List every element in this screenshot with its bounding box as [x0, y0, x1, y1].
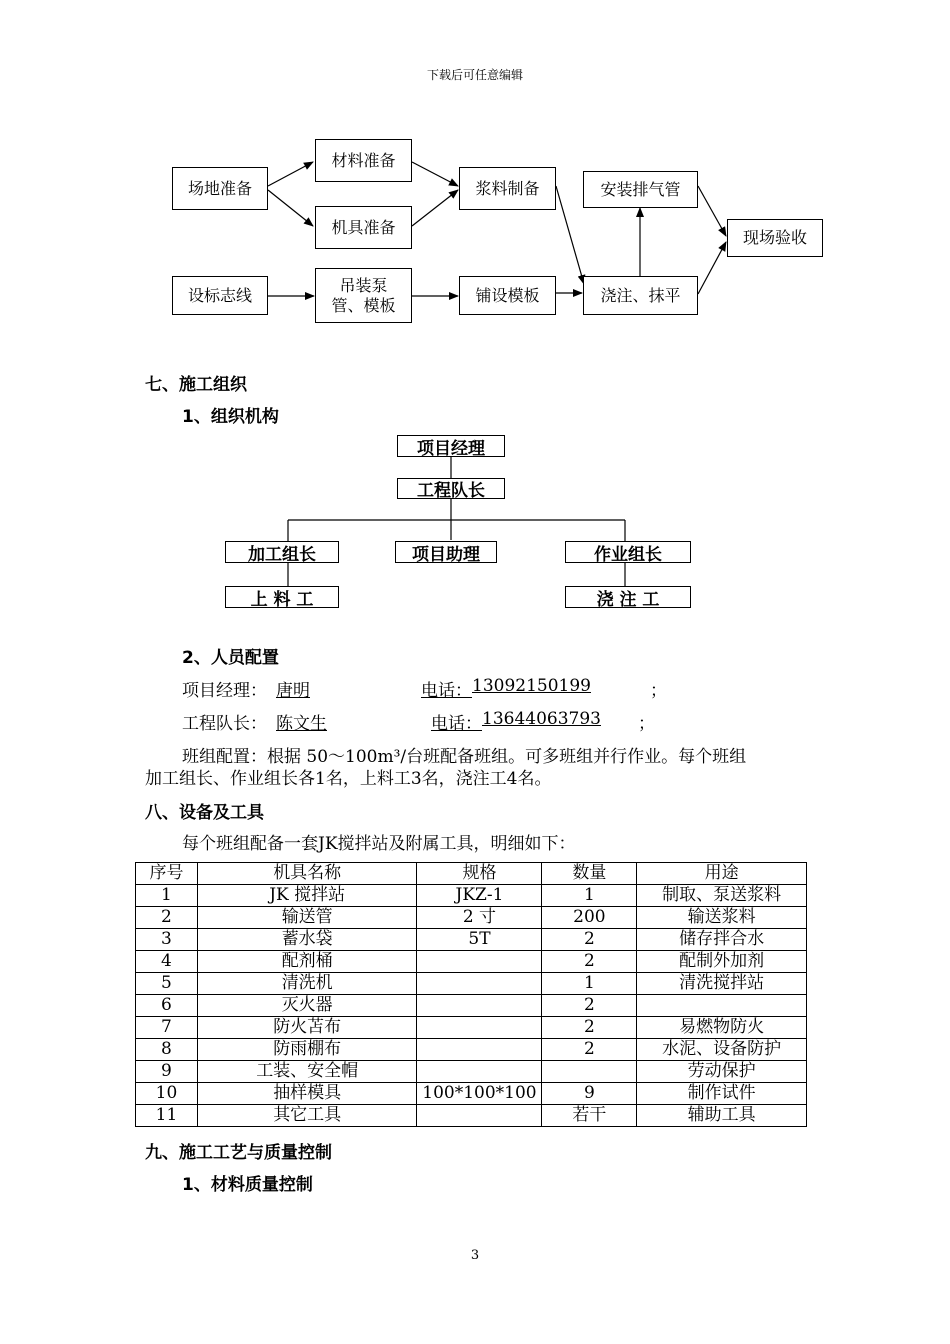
col-header-qty: 数量: [542, 863, 637, 885]
section-8-title: 八、设备及工具: [145, 803, 264, 823]
org-captain: 工程队长: [397, 478, 505, 499]
section-8-intro: 每个班组配备一套JK搅拌站及附属工具，明细如下：: [182, 834, 576, 854]
org-pourer: 浇 注 工: [565, 586, 691, 608]
cell-use: 辅助工具: [637, 1105, 807, 1127]
captain-label: 工程队长：: [182, 714, 267, 734]
table-row: [136, 885, 807, 907]
cell-no: 8: [136, 1039, 198, 1061]
pm-phone-label: 电话：: [421, 681, 472, 701]
cell-use: 易燃物防火: [637, 1017, 807, 1039]
cell-name: 其它工具: [197, 1105, 417, 1127]
org-assistant: 项目助理: [395, 541, 497, 563]
table-row: [136, 929, 807, 951]
flow-box-pour: 浇注、抹平: [583, 276, 698, 315]
cell-name: 抽样模具: [197, 1083, 417, 1105]
cell-use: [637, 995, 807, 1017]
table-row: [136, 973, 807, 995]
table-row: [136, 1105, 807, 1127]
table-row: [136, 1083, 807, 1105]
cell-name: 蓄水袋: [197, 929, 417, 951]
pm-name: 唐明: [276, 681, 310, 701]
cell-qty: 2: [542, 951, 637, 973]
col-header-use: 用途: [637, 863, 807, 885]
cell-qty: 2: [542, 929, 637, 951]
cell-no: 2: [136, 907, 198, 929]
section-9-title: 九、施工工艺与质量控制: [145, 1143, 332, 1163]
page-header: 下载后可任意编辑: [426, 68, 523, 82]
cell-name: 防火苫布: [197, 1017, 417, 1039]
cell-qty: 2: [542, 1017, 637, 1039]
section-7-title: 七、施工组织: [145, 375, 247, 395]
col-header-name: 机具名称: [197, 863, 417, 885]
cell-use: 水泥、设备防护: [637, 1039, 807, 1061]
captain-line: [182, 709, 682, 733]
cell-qty: [542, 1061, 637, 1083]
cell-use: 制取、泵送浆料: [637, 885, 807, 907]
flow-box-material-prep: 材料准备: [315, 139, 412, 182]
flow-box-marking: 设标志线: [172, 276, 268, 315]
cell-spec: [417, 973, 542, 995]
cell-qty: 1: [542, 885, 637, 907]
org-loader: 上 料 工: [225, 586, 339, 608]
pm-line: [182, 676, 682, 700]
section-7-sub1: 1、组织机构: [182, 407, 279, 427]
cell-no: 6: [136, 995, 198, 1017]
team-config-line2: 加工组长、作业组长各1名，上料工3名，浇注工4名。: [145, 769, 552, 789]
cell-spec: 100*100*100: [417, 1083, 542, 1105]
flow-box-exhaust: 安装排气管: [583, 171, 698, 208]
cell-name: 防雨棚布: [197, 1039, 417, 1061]
col-header-spec: 规格: [417, 863, 542, 885]
flow-box-machine-prep: 机具准备: [315, 206, 412, 249]
cell-no: 4: [136, 951, 198, 973]
cell-spec: [417, 1061, 542, 1083]
cell-no: 1: [136, 885, 198, 907]
cell-spec: [417, 1105, 542, 1127]
cell-no: 5: [136, 973, 198, 995]
cell-spec: [417, 1039, 542, 1061]
pm-phone: 13092150199: [472, 676, 591, 696]
team-config-line1: 班组配置：根据 50～100m³/台班配备班组。可多班组并行作业。每个班组: [182, 747, 747, 767]
table-row: [136, 907, 807, 929]
cell-use: 储存拌合水: [637, 929, 807, 951]
cell-name: 清洗机: [197, 973, 417, 995]
flow-box-hoist-line1: 吊装泵: [339, 275, 388, 295]
flow-box-acceptance: 现场验收: [727, 219, 823, 257]
section-7-sub2: 2、人员配置: [182, 648, 279, 668]
cell-qty: 若干: [542, 1105, 637, 1127]
col-header-no: 序号: [136, 863, 198, 885]
org-processing-leader: 加工组长: [225, 541, 339, 563]
flow-box-site-prep: 场地准备: [172, 167, 268, 210]
cell-no: 7: [136, 1017, 198, 1039]
cell-spec: 2 寸: [417, 907, 542, 929]
cell-use: 制作试件: [637, 1083, 807, 1105]
flow-box-formwork: 铺设模板: [459, 276, 556, 315]
org-project-manager: 项目经理: [397, 435, 505, 457]
cell-spec: 5T: [417, 929, 542, 951]
flow-box-hoist-line2: 管、模板: [331, 295, 396, 315]
cell-no: 11: [136, 1105, 198, 1127]
cell-no: 9: [136, 1061, 198, 1083]
equipment-table: [135, 862, 807, 1127]
pm-label: 项目经理：: [182, 681, 267, 701]
cell-use: 配制外加剂: [637, 951, 807, 973]
captain-phone: 13644063793: [482, 709, 601, 729]
page-number: 3: [470, 1248, 480, 1263]
cell-name: 配剂桶: [197, 951, 417, 973]
cell-qty: 9: [542, 1083, 637, 1105]
table-row: [136, 995, 807, 1017]
captain-semicolon: ；: [638, 714, 655, 734]
cell-spec: JKZ-1: [417, 885, 542, 907]
cell-qty: 2: [542, 995, 637, 1017]
cell-qty: 2: [542, 1039, 637, 1061]
captain-name: 陈文生: [276, 714, 327, 734]
cell-no: 10: [136, 1083, 198, 1105]
cell-spec: [417, 995, 542, 1017]
org-work-leader: 作业组长: [565, 541, 691, 563]
flow-box-hoist: [315, 268, 412, 323]
cell-use: 输送浆料: [637, 907, 807, 929]
cell-name: JK 搅拌站: [197, 885, 417, 907]
pm-semicolon: ；: [650, 681, 667, 701]
cell-qty: 200: [542, 907, 637, 929]
table-header-row: [136, 863, 807, 885]
table-row: [136, 1017, 807, 1039]
cell-name: 输送管: [197, 907, 417, 929]
cell-use: 劳动保护: [637, 1061, 807, 1083]
section-9-sub1: 1、材料质量控制: [182, 1175, 313, 1195]
cell-name: 工装、安全帽: [197, 1061, 417, 1083]
table-row: [136, 1039, 807, 1061]
cell-use: 清洗搅拌站: [637, 973, 807, 995]
cell-spec: [417, 951, 542, 973]
cell-name: 灭火器: [197, 995, 417, 1017]
table-row: [136, 1061, 807, 1083]
cell-qty: 1: [542, 973, 637, 995]
flow-box-slurry: 浆料制备: [459, 167, 556, 210]
cell-no: 3: [136, 929, 198, 951]
table-row: [136, 951, 807, 973]
cell-spec: [417, 1017, 542, 1039]
org-chart-connectors: [0, 430, 950, 620]
captain-phone-label: 电话：: [431, 714, 482, 734]
